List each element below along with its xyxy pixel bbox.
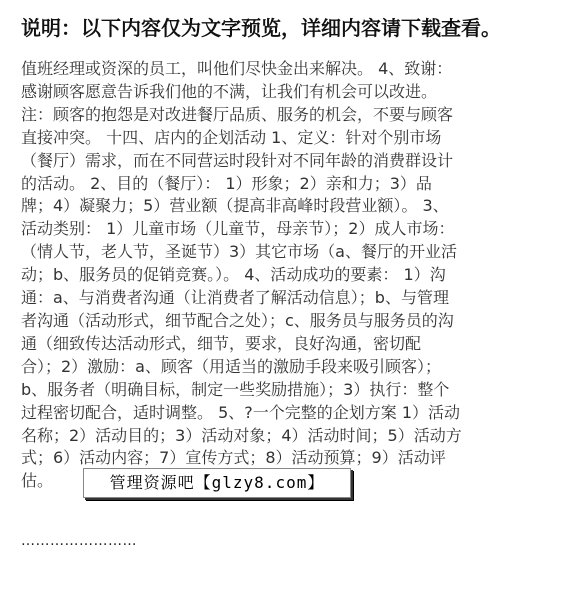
body-line: 值班经理或资深的员工，叫他们尽快金出来解决。 4、致谢： xyxy=(21,59,453,78)
body-line: b、服务者（明确目标，制定一些奖励措施）；3）执行：整个 xyxy=(21,379,450,399)
continuation-ellipsis: …………………… xyxy=(21,533,137,549)
preview-notice: 说明：以下内容仅为文字预览，详细内容请下载查看。 xyxy=(21,16,501,40)
body-line: 活动类别： 1）儿童市场（儿童节，母亲节）；2）成人市场： xyxy=(21,219,455,239)
body-line: （餐厅）需求，而在不同营运时段针对不同年龄的消费群设计 xyxy=(21,150,454,170)
body-line: 的活动。 2、目的（餐厅）： 1）形象；2）亲和力；3）品 xyxy=(21,173,432,193)
watermark-banner: 管理资源吧【glzy8.com】 xyxy=(83,468,351,498)
body-line: 者沟通（活动形式，细节配合之处）；c、服务员与服务员的沟 xyxy=(21,310,454,330)
body-line: 通：a、与消费者沟通（让消费者了解活动信息）；b、与管理 xyxy=(21,288,449,308)
body-line: 式；6）活动内容；7）宣传方式；8）活动预算；9）活动评 xyxy=(21,448,446,468)
body-line: 牌；4）凝聚力；5）营业额（提高非高峰时段营业额）。 3、 xyxy=(21,196,449,216)
body-line: 通（细致传达活动形式，细节，要求，良好沟通，密切配 xyxy=(21,333,422,353)
body-line: 直接冲突。 十四、店内的企划活动 1、定义：针对个别市场 xyxy=(21,127,442,147)
body-line: 估。 xyxy=(21,471,54,491)
body-line: 动；b、服务员的促销竞赛。）。 4、活动成功的要素： 1）沟 xyxy=(21,265,446,285)
body-line: 过程密切配合，适时调整。 5、?一个完整的企划方案 1）活动 xyxy=(21,402,461,422)
document-body xyxy=(21,58,557,493)
body-line: 注：顾客的抱怨是对改进餐厅品质、服务的机会，不要与顾客 xyxy=(21,104,454,124)
body-line: （情人节，老人节，圣诞节）3）其它市场（a、餐厅的开业活 xyxy=(21,242,457,262)
body-line: 感谢顾客愿意告诉我们他的不满，让我们有机会可以改进。 xyxy=(21,81,438,101)
body-line: 名称；2）活动目的；3）活动对象；4）活动时间；5）活动方 xyxy=(21,425,462,445)
body-line: 合）；2）激励：a、顾客（用适当的激励手段来吸引顾客）； xyxy=(21,356,441,376)
